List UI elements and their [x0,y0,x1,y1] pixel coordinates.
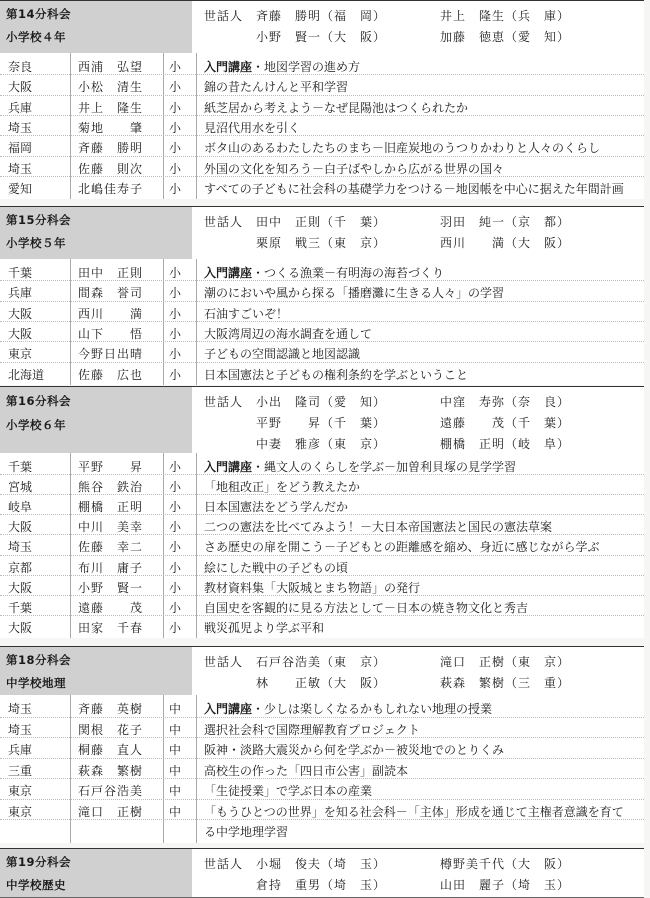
presentation-row [0,302,644,322]
section-number: 第14分科会 [6,7,72,21]
presenter-name: 遠藤 茂 [78,600,144,615]
row-divider [0,321,644,322]
prefecture: 岐阜 [8,500,33,515]
prefecture: 奈良 [8,60,33,74]
report-title-text: 教材資料集「大阪城とまち物語」の発行 [204,580,421,595]
coordinator-name: 小堀 俊夫（埼 玉） [256,857,387,871]
prefecture: 千葉 [8,600,33,615]
report-title [204,478,642,495]
report-title [204,325,642,342]
row-divider [0,555,644,556]
report-title [204,538,642,555]
prefecture: 愛知 [8,181,33,196]
intro-course-label: 入門講座 [204,460,253,474]
section-number: 第18分科会 [6,653,72,667]
presentation-list [0,453,644,638]
coordinator-label: 世話人 [204,215,244,229]
row-divider [0,819,644,820]
section-number: 第19分科会 [6,855,72,869]
presenter-name: 小松 清生 [78,80,144,95]
report-title [204,264,642,281]
section-subtitle: 中学校地理 [6,676,66,690]
row-divider [0,534,644,535]
report-title-text: 阪神・淡路大震災から何を学ぶか－被災地でのとりくみ [204,743,505,757]
coordinator-name: 遠藤 茂（千 葉） [440,416,571,430]
report-title [204,345,642,362]
prefecture: 埼玉 [8,161,33,176]
school-level: 小 [169,141,182,156]
report-title-text: 石油すごいぞ！ [204,306,289,321]
report-title-text: ・地図学習の進め方 [252,60,361,74]
presentation-row [0,576,644,596]
report-title [204,700,642,717]
school-level: 小 [169,520,182,535]
row-divider [0,799,644,800]
school-level: 中 [169,722,182,737]
coordinator-name: 樽野美千代（大 阪） [440,857,571,871]
prefecture: 兵庫 [8,743,33,757]
presenter-name: 萩森 繁樹 [78,763,144,778]
school-level: 小 [169,120,182,135]
report-title [204,99,642,116]
coordinator-name: 栗原 戦三（東 京） [256,236,387,250]
section-number: 第15分科会 [6,213,72,227]
presentation-row [0,596,644,616]
coordinator-name: 山田 麗子（埼 玉） [440,878,571,892]
presenter-name: 田中 正則 [78,266,144,280]
report-title [204,78,642,95]
presenter-name: 北嶋佳寿子 [78,181,144,196]
presentation-list [0,53,644,199]
presenter-name: 棚橋 正明 [78,500,144,515]
coordinator-name: 斉藤 勝明（福 岡） [256,9,387,23]
section-subtitle: 小学校５年 [6,236,66,250]
report-title-text: 紙芝居から考えよう－なぜ昆陽池はつくられたか [204,100,469,115]
report-title-text: ・縄文人のくらしを学ぶ－加曽利貝塚の見学学習 [252,460,517,474]
prefecture: 東京 [8,347,33,362]
presenter-name: 桐藤 直人 [78,743,144,757]
coordinator-label: 世話人 [204,655,244,669]
prefecture: 大阪 [8,520,33,535]
report-title-text: ・つくる漁業－有明海の海苔づくり [252,266,445,280]
intro-course-label: 入門講座 [204,60,253,74]
presenter-name: 田家 千春 [78,620,144,635]
school-level: 小 [169,367,182,382]
coordinator-name: 中妻 雅彦（東 京） [256,437,387,451]
school-level: 中 [169,743,182,757]
prefecture: 東京 [8,784,33,798]
report-title-text: る中学地理学習 [204,825,289,839]
school-level: 小 [169,161,182,176]
row-divider [0,176,644,177]
section-header [0,646,644,696]
coordinator-name: 羽田 純一（京 都） [440,215,571,229]
presentation-row [0,342,644,362]
coordinator-name: 小出 隆司（愛 知） [256,395,387,409]
report-title-text: 潮のにおいや風から探る「播磨灘に生きる人々」の学習 [204,286,505,301]
presenter-name: 佐藤 則次 [78,161,144,176]
coordinator-name: 萩森 繁樹（三 重） [440,676,571,690]
prefecture: 埼玉 [8,722,33,737]
presentation-row [0,157,644,177]
report-title [204,58,642,75]
report-title-text: 錦の昔たんけんと平和学習 [204,80,349,95]
presenter-name: 西浦 弘望 [78,60,144,74]
report-title-text: 高校生の作った「四日市公害」副読本 [204,763,409,778]
prefecture: 京都 [8,560,33,575]
report-title-text: 子どもの空間認識と地図認識 [204,347,361,362]
presenter-name: 間森 誉司 [78,286,144,301]
row-divider [0,301,644,302]
report-title [204,119,642,136]
report-title [204,741,642,758]
report-title [204,498,642,515]
report-title [204,579,642,596]
coordinator-name: 林 正敏（大 阪） [256,676,387,690]
prefecture: 埼玉 [8,120,33,135]
report-title [204,721,642,738]
prefecture: 大阪 [8,580,33,595]
presenter-name: 今野日出晴 [78,347,144,362]
row-divider [0,156,644,157]
report-title [204,782,642,799]
presentation-row [0,738,644,758]
report-title-text: 自国史を客観的に見る方法として－日本の焼き物文化と秀吉 [204,600,529,615]
coordinator-name: 平野 昇（千 葉） [256,416,387,430]
prefecture: 兵庫 [8,100,33,115]
report-title-text: 「もうひとつの世界」を知る社会科－「主体」形成を通じて主権者意識を育て [204,804,624,819]
presentation-row [0,697,644,717]
report-title-text: さあ歴史の扉を開こう－子どもとの距離感を縮め、身近に感じながら学ぶ [204,540,600,555]
report-title-text: 「地租改正」をどう教えたか [204,480,361,495]
row-divider [0,494,644,495]
prefecture: 大阪 [8,80,33,95]
report-title [204,458,642,475]
row-divider [0,474,644,475]
report-title-text: 戦災孤児より学ぶ平和 [204,620,325,635]
coordinator-name: 棚橋 正明（岐 阜） [440,437,571,451]
report-title-text: 外国の文化を知ろう－白子ばやしから広がる世界の国々 [204,161,505,176]
presenter-name: 井上 隆生 [78,100,144,115]
row-divider [0,575,644,576]
school-level: 小 [169,560,182,575]
presentation-row [0,475,644,495]
school-level: 小 [169,600,182,615]
section-subtitle: 小学校４年 [6,30,66,44]
presentation-row [0,281,644,301]
coordinator-name: 倉持 重男（埼 玉） [256,878,387,892]
row-divider [0,717,644,718]
school-level: 中 [169,702,182,716]
report-title [204,284,642,301]
presentation-row [0,363,644,383]
report-title [204,823,642,840]
row-divider [0,95,644,96]
presenter-name: 石戸谷浩美 [78,784,144,798]
presentation-row [0,820,644,840]
report-title [204,762,642,779]
row-divider [0,362,644,363]
presenter-name: 佐藤 幸二 [78,540,144,555]
presenter-name: 小野 賢一 [78,580,144,595]
row-divider [0,115,644,116]
coordinator-name: 小野 賢一（大 阪） [256,30,387,44]
presentation-row [0,322,644,342]
presenter-name: 菊地 肇 [78,120,144,135]
presentation-row [0,177,644,197]
school-level: 小 [169,347,182,362]
school-level: 小 [169,500,182,515]
row-divider [0,758,644,759]
presentation-row [0,616,644,636]
school-level: 小 [169,326,182,341]
coordinator-name: 加藤 徳恵（愛 知） [440,30,571,44]
presentation-row [0,495,644,515]
school-level: 中 [169,784,182,798]
presentation-row [0,55,644,75]
coordinator-name: 滝口 正樹（東 京） [440,655,571,669]
presentation-list [0,695,644,843]
row-divider [0,74,644,75]
presenter-name: 熊谷 鉄治 [78,480,144,495]
section-number: 第16分科会 [6,394,72,408]
report-title [204,518,642,535]
intro-course-label: 入門講座 [204,702,253,716]
report-title-text: 日本国憲法と子どもの権利条約を学ぶということ [204,367,469,382]
school-level: 小 [169,100,182,115]
school-level: 小 [169,80,182,95]
presentation-row [0,75,644,95]
presenter-name: 中川 美幸 [78,520,144,535]
school-level: 中 [169,763,182,778]
coordinator-name: 中窪 寿弥（奈 良） [440,395,571,409]
section-subtitle: 小学校６年 [6,418,66,432]
presentation-row [0,800,644,820]
school-level: 中 [169,804,182,819]
report-title [204,180,642,197]
report-title-text: すべての子どもに社会科の基礎学力をつける－地図帳を中心に据えた年間計画 [204,181,624,196]
prefecture: 兵庫 [8,286,33,301]
school-level: 小 [169,60,182,74]
section-header [0,848,644,898]
report-title-text: ボタ山のあるわたしたちのまち－旧産炭地のうつりかわりと人々のくらし [204,141,601,156]
school-level: 小 [169,540,182,555]
school-level: 小 [169,306,182,321]
school-level: 小 [169,286,182,301]
coordinator-label: 世話人 [204,395,244,409]
presenter-name: 斉藤 勝明 [78,141,144,156]
presentation-row [0,261,644,281]
prefecture: 大阪 [8,326,33,341]
report-title-text: 選択社会科で国際理解教育プロジェクト [204,722,420,737]
presentation-row [0,136,644,156]
school-level: 小 [169,266,182,280]
school-level: 小 [169,181,182,196]
report-title-text: 見沼代用水を引く [204,120,301,135]
row-divider [0,280,644,281]
prefecture: 福岡 [8,141,33,156]
section-subtitle: 中学校歴史 [6,878,66,892]
prefecture: 宮城 [8,480,33,495]
presentation-row [0,718,644,738]
presenter-name: 佐藤 広也 [78,367,144,382]
presentation-row [0,759,644,779]
prefecture: 千葉 [8,460,33,474]
section-header [0,386,644,454]
section-header [0,0,644,54]
intro-course-label: 入門講座 [204,266,253,280]
presentation-row [0,779,644,799]
coordinator-name: 西川 満（大 阪） [440,236,571,250]
presenter-name: 西川 満 [78,306,144,321]
coordinator-name: 田中 正則（千 葉） [256,215,387,229]
presenter-name: 斉藤 英樹 [78,702,144,716]
prefecture: 埼玉 [8,702,33,716]
prefecture: 大阪 [8,306,33,321]
report-title [204,160,642,177]
prefecture: 北海道 [8,367,45,382]
coordinator-name: 井上 隆生（兵 庫） [440,9,571,23]
school-level: 小 [169,460,182,474]
coordinator-name: 石戸谷浩美（東 京） [256,655,387,669]
coordinator-label: 世話人 [204,857,244,871]
row-divider [0,514,644,515]
prefecture: 千葉 [8,266,33,280]
presenter-name: 布川 庸子 [78,560,144,575]
row-divider [0,341,644,342]
school-level: 小 [169,480,182,495]
row-divider [0,737,644,738]
report-title-text: ・少しは楽しくなるかもしれない地理の授業 [252,702,493,716]
presenter-name: 滝口 正樹 [78,804,144,819]
report-title-text: 絵にした戦中の子どもの頃 [204,560,349,575]
presentation-row [0,455,644,475]
coordinator-label: 世話人 [204,9,244,23]
prefecture: 大阪 [8,620,33,635]
row-divider [0,135,644,136]
presentation-row [0,556,644,576]
report-title-text: 日本国憲法をどう学んだか [204,500,349,515]
prefecture: 埼玉 [8,540,33,555]
section-header [0,206,644,260]
presenter-name: 山下 悟 [78,326,144,341]
report-title [204,305,642,322]
presentation-row [0,116,644,136]
presentation-row [0,515,644,535]
presentation-row [0,96,644,116]
report-title [204,803,642,820]
report-title [204,139,642,156]
row-divider [0,778,644,779]
report-title-text: 大阪湾周辺の海水調査を通して [204,326,373,341]
report-title [204,559,642,576]
report-title-text: 二つの憲法を比べてみよう！－大日本帝国憲法と国民の憲法草案 [204,520,553,535]
report-title [204,599,642,616]
report-title [204,619,642,636]
prefecture: 東京 [8,804,33,819]
presenter-name: 平野 昇 [78,460,144,474]
school-level: 小 [169,580,182,595]
report-title [204,366,642,383]
school-level: 小 [169,620,182,635]
presenter-name: 関根 花子 [78,722,144,737]
row-divider [0,615,644,616]
presentation-list [0,259,644,385]
presentation-row [0,535,644,555]
row-divider [0,595,644,596]
prefecture: 三重 [8,763,33,778]
report-title-text: 「生徒授業」で学ぶ日本の産業 [204,784,373,798]
